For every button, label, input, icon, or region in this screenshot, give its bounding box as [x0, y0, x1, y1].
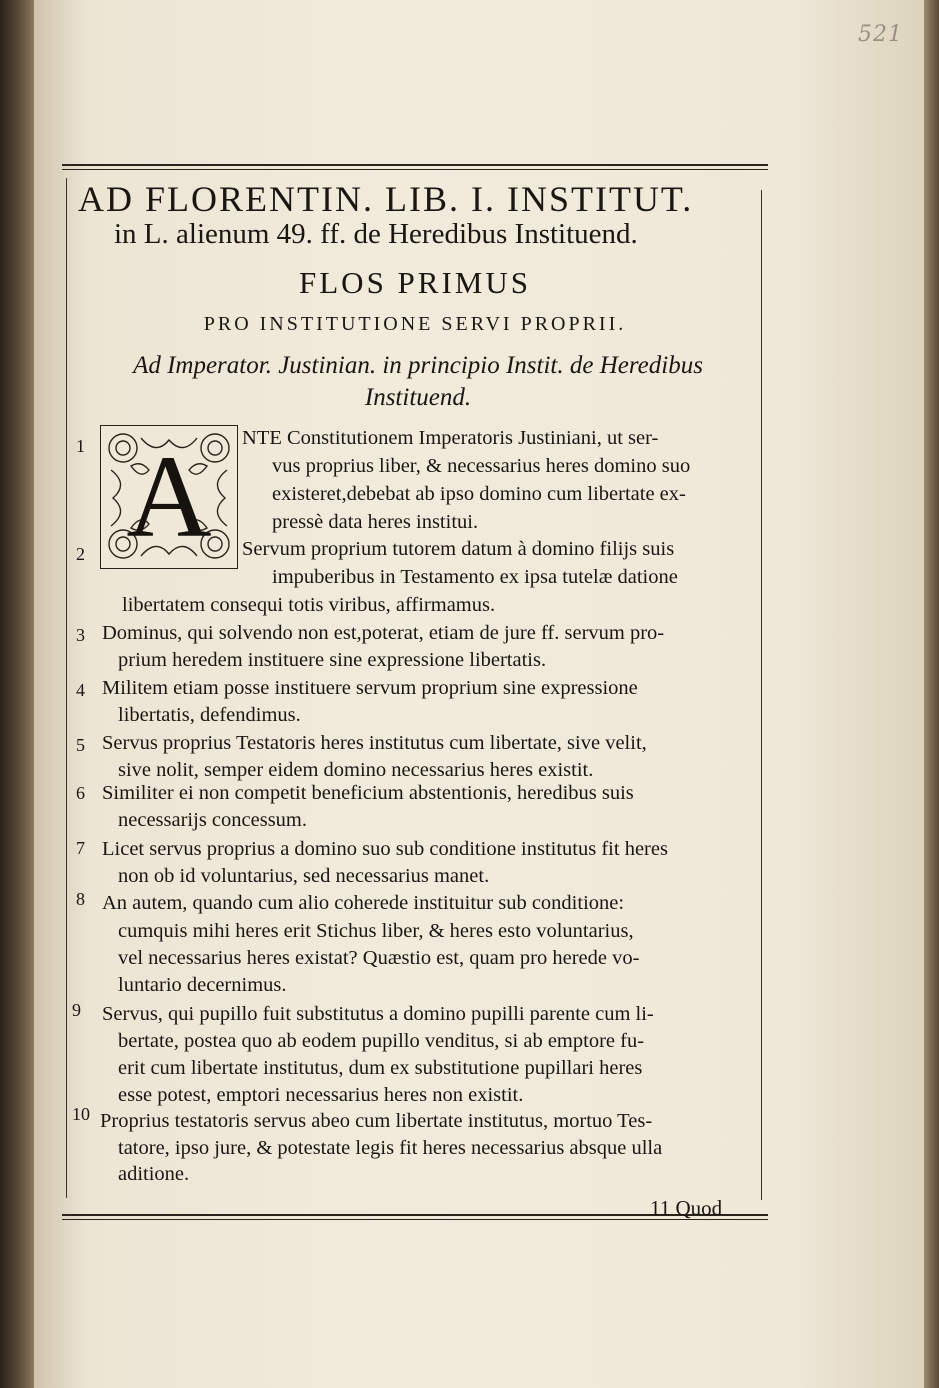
text-line: Licet servus proprius a domino suo sub conditione institutus fit heres [102, 838, 668, 860]
page-right-edge [924, 0, 939, 1388]
text-line: erit cum libertate institutus, dum ex substitutione pupillari heres [118, 1057, 643, 1079]
paragraph-number: 9 [72, 1000, 81, 1020]
text-line: vel necessarius heres existat? Quæstio est, quam pro herede vo- [118, 947, 640, 969]
text-line: bertate, postea quo ab eodem pupillo venditus, si ab emptore fu- [118, 1030, 645, 1052]
section-subheading: PRO INSTITUTIONE SERVI PROPRII. [203, 313, 627, 335]
text-line: luntario decernimus. [118, 974, 287, 996]
paragraph-number: 10 [72, 1104, 90, 1124]
decorated-initial [100, 425, 238, 569]
folio-number: 521 [858, 22, 903, 47]
text-line: aditione. [118, 1163, 190, 1185]
text-line: necessarijs concessum. [118, 809, 307, 831]
top-rule [62, 164, 768, 166]
text-line: esse potest, emptori necessarius heres non existit. [118, 1084, 524, 1106]
paragraph-number: 3 [76, 625, 85, 645]
text-line: libertatis, defendimus. [118, 704, 301, 726]
catchword: 11 Quod [650, 1196, 723, 1220]
initial-letter: A [126, 431, 212, 562]
reference-line-1: Ad Imperator. Justinian. in principio Instit. de Heredibus [133, 352, 703, 379]
paragraph-number: 7 [76, 838, 85, 858]
paragraph-number: 5 [76, 735, 85, 755]
text-line: Servus proprius Testatoris heres institutus cum libertate, sive velit, [102, 732, 647, 754]
paragraph-number: 1 [76, 436, 85, 456]
book-spine-edge [0, 0, 34, 1388]
text-line: pressè data heres institui. [272, 511, 479, 533]
text-line: impuberibus in Testamento ex ipsa tutelæ datione [272, 566, 678, 588]
text-line: Servum proprium tutorem datum à domino filijs suis [242, 538, 675, 560]
paragraph-number: 6 [76, 783, 85, 803]
top-rule-thin [62, 169, 768, 170]
text-line: vus proprius liber, & necessarius heres domino suo [272, 455, 691, 477]
text-line: Militem etiam posse instituere servum proprium sine expressione [102, 677, 638, 699]
text-line: sive nolit, semper eidem domino necessarius heres existit. [118, 759, 594, 781]
reference-line [80, 350, 756, 414]
running-title: AD FLORENTIN. LIB. I. INSTITUT. [78, 179, 694, 219]
text-line: Dominus, qui solvendo non est,poterat, etiam de jure ff. servum pro- [102, 622, 665, 644]
text-line: cumquis mihi heres erit Stichus liber, & heres esto voluntarius, [118, 920, 634, 942]
text-line: Servus, qui pupillo fuit substitutus a domino pupilli parente cum li- [102, 1003, 654, 1025]
section-heading: FLOS PRIMUS [299, 265, 531, 300]
running-subtitle: in L. alienum 49. ff. de Heredibus Instituend. [114, 218, 638, 250]
right-frame-rule [761, 190, 762, 1200]
text-line: prium heredem instituere sine expressione libertatis. [118, 649, 547, 671]
reference-line-2: Instituend. [364, 384, 472, 411]
text-line: Similiter ei non competit beneficium abstentionis, heredibus suis [102, 782, 634, 804]
text-line: non ob id voluntarius, sed necessarius manet. [118, 865, 490, 887]
paragraph-number: 4 [76, 680, 85, 700]
text-line: Proprius testatoris servus abeo cum libertate institutus, mortuo Tes- [100, 1110, 653, 1132]
text-line: existeret,debebat ab ipso domino cum libertate ex- [272, 483, 686, 505]
text-line: NTE Constitutionem Imperatoris Justiniani, ut ser- [242, 427, 659, 449]
text-line: libertatem consequi totis viribus, affirmamus. [122, 594, 496, 616]
paragraph-number: 8 [76, 889, 85, 909]
paragraph-number: 2 [76, 544, 85, 564]
text-line: An autem, quando cum alio coherede instituitur sub conditione: [102, 892, 625, 914]
text-line: tatore, ipso jure, & potestate legis fit heres necessarius absque ulla [118, 1137, 663, 1159]
